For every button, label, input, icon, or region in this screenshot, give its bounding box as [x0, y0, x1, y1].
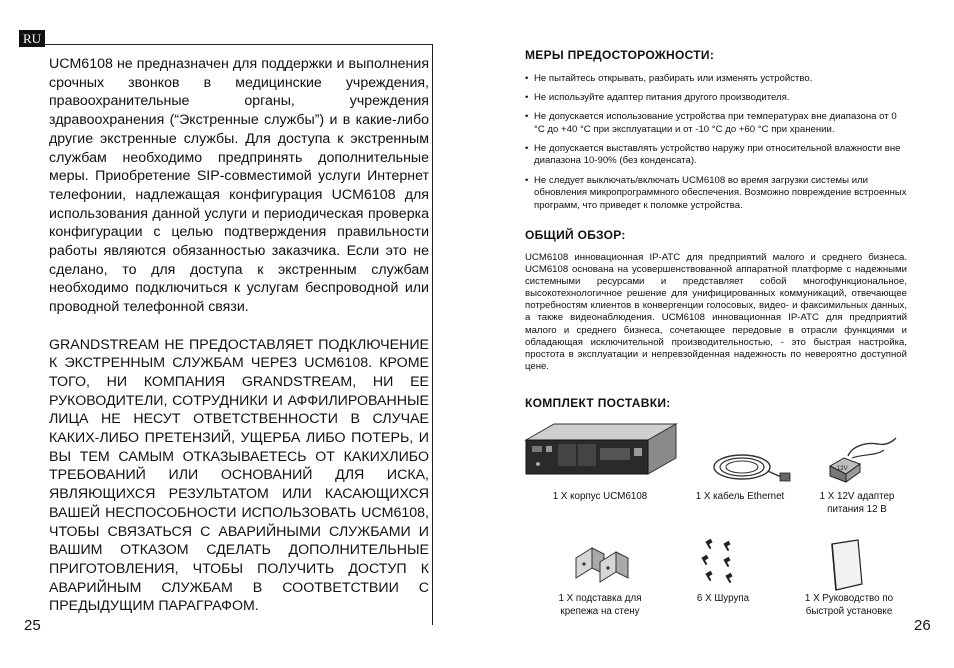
package-item-bracket: 1 X подставка для крепежа на стену — [558, 593, 642, 617]
package-item-cable: 1 X кабель Ethernet — [695, 491, 785, 502]
package-item-adapter: 1 X 12V адаптер питания 12 В — [819, 491, 895, 515]
page-number-right: 26 — [914, 617, 931, 634]
ethernet-cable-icon — [708, 445, 792, 487]
package-item-guide: 1 X Руководство по быстрой установке — [804, 593, 894, 617]
package-heading: КОМПЛЕКТ ПОСТАВКИ: — [525, 396, 671, 410]
overview-heading: ОБЩИЙ ОБЗОР: — [525, 228, 626, 242]
power-adapter-icon — [822, 436, 900, 484]
language-tag: RU — [19, 30, 45, 47]
overview-text: UCM6108 инновационная IP-АТС для предприятий малого и среднего бизнеса. UCM6108 основана на усовершенствованной аппаратной платформе с надежными системными ресурсами и представляет собой многофункциональное, высокотехнологичное решение для унифицированных коммуникаций, отвечающее потребностям клиентов в конвергенции голосовых, видео- и факсимильных данных, а также видеонаблюдения. UCM6108 инновационная IP-АТС для предприятий малого и среднего бизнеса, сочетающее передовые в отрасли функциями и обладающая исключительной производительностью, - это быстрая настройка, простота в эксплуатации и непревзойденная надежность по невероятно доступной цене. — [525, 252, 907, 372]
package-item-screws: 6 X Шурупа — [696, 593, 750, 604]
emergency-notice — [49, 55, 429, 616]
package-item-device: 1 X корпус UCM6108 — [552, 491, 648, 502]
precaution-item: • Не используйте адаптер питания другого производителя. — [525, 92, 907, 105]
precaution-item: • Не допускается выставлять устройство наружу при относительной влажности вне диапазона 10-90% (без конденсата). — [525, 143, 907, 168]
quick-guide-icon — [828, 538, 868, 592]
screws-icon — [694, 538, 744, 588]
precaution-item: • Не пытайтесь открывать, разбирать или изменять устройство. — [525, 73, 907, 86]
ucm6108-device-icon — [518, 422, 682, 480]
page-number-left: 25 — [24, 617, 41, 634]
notice-paragraph-1: UCM6108 не предназначен для поддержки и выполнения срочных звонков в медицинские учреждения, правоохранительные органы, учреждения здравоохранения (“Экстренные службы”) и в какие-либо другие экстренные службы. Для доступа к экстренным службам необходимо предпринять дополнительные меры. Приобретение SIP-совместимой услуги Интернет телефонии, надлежащая конфигурация UCM6108 для использования данной услуги и периодическая проверка конфигурации с целью подтверждения правильности работы являются обязанностью заказчика. Если это не сделано, то для доступа к экстренным службам необходимо подключиться к услугам беспроводной или проводной телефонной связи. — [49, 56, 429, 316]
notice-paragraph-2: GRANDSTREAM НЕ ПРЕДОСТАВЛЯЕТ ПОДКЛЮЧЕНИЕ К ЭКСТРЕННЫМ СЛУЖБАМ ЧЕРЕЗ UCM6108. КРОМЕ ТОГО, НИ КОМПАНИЯ GRANDSTREAM, НИ ЕЕ РУКОВОДИТЕЛИ, СОТРУДНИКИ И АФФИЛИРОВАННЫЕ ЛИЦА НЕ НЕСУТ ОТВЕТСТВЕННОСТИ В СЛУЧАЕ КАКИХ-ЛИБО ПРЕТЕНЗИЙ, УЩЕРБА ЛИБО ПОТЕРЬ, И ВЫ ТЕМ САМЫМ ОТКАЗЫВАЕТЕСЬ ОТ КАКИХЛИБО ТРЕБОВАНИЙ ИЛИ ОСНОВАНИЙ ДЛЯ ИСКА, ЯВЛЯЮЩИХСЯ РЕЗУЛЬТАТОМ ИЛИ КАСАЮЩИХСЯ ВАШЕЙ НЕСПОСОБНОСТИ ИСПОЛЬЗОВАТЬ UCM6108, ЧТОБЫ СВЯЗАТЬСЯ С АВАРИЙНЫМИ СЛУЖБАМИ И ВАШИМ ОТКАЗОМ СДЕЛАТЬ ДОПОЛНИТЕЛЬНЫЕ ПРИГОТОВЛЕНИЯ, ЧТОБЫ ПОЛУЧИТЬ ДОСТУП К АВАРИЙНЫМ СЛУЖБАМ В СООТВЕТСТВИИ С ПРЕДЫДУЩИМ ПАРАГРАФОМ. — [49, 336, 429, 615]
wall-mount-bracket-icon — [570, 540, 632, 586]
precaution-item: • Не допускается использование устройства при температурах вне диапазона от 0 °C до +40 °C при эксплуатации и от -10 °C до +60 °C при хранении. — [525, 111, 907, 136]
svg-text:12V: 12V — [837, 466, 848, 472]
precautions-list — [525, 73, 907, 219]
precautions-heading: МЕРЫ ПРЕДОСТОРОЖНОСТИ: — [525, 48, 715, 62]
precaution-item: • Не следует выключать/включать UCM6108 во время загрузки системы или обновления микропрограммного обеспечения. Возможно повреждение встроенных программ, что приведет к поломке устройства. — [525, 175, 907, 213]
